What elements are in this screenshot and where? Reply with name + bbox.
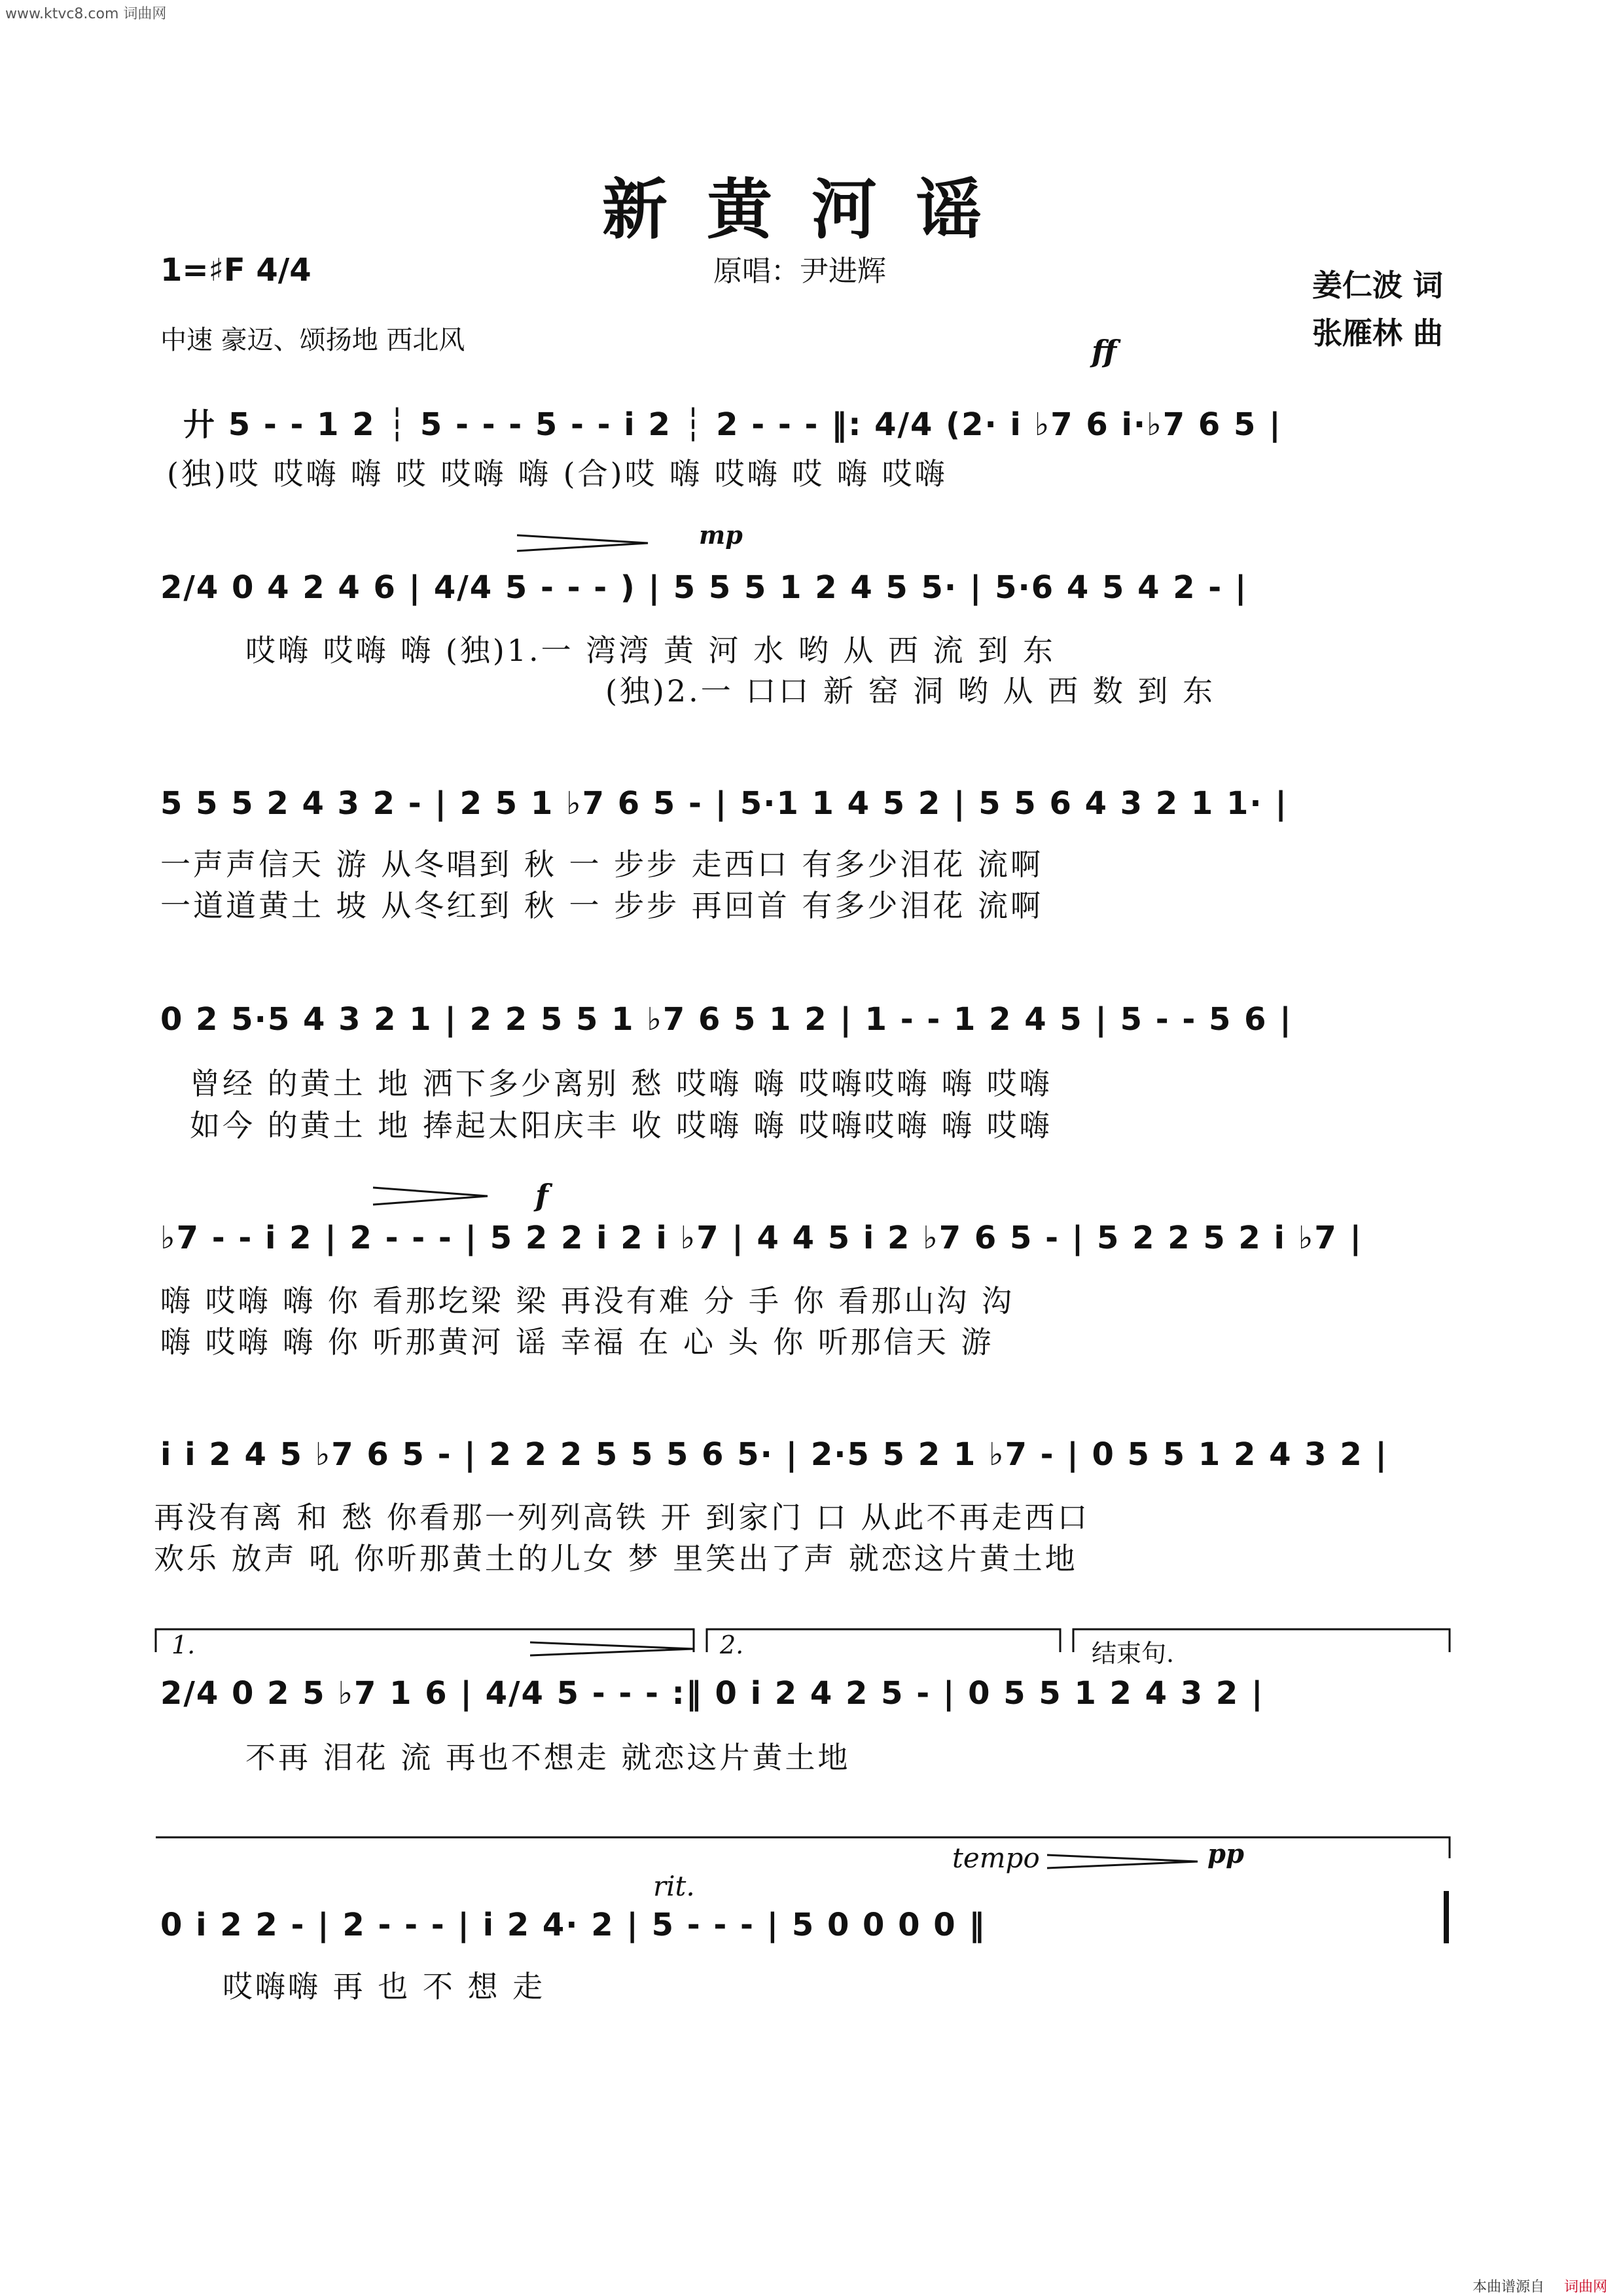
coda-bracket — [1073, 1629, 1450, 1652]
system-8-lyrics: 哎嗨嗨 再 也 不 想 走 — [223, 1969, 546, 2004]
system-1-lyrics: (独)哎 哎嗨 嗨 哎 哎嗨 嗨 (合)哎 嗨 哎嗨 哎 嗨 哎嗨 — [167, 456, 948, 491]
system-3-lyrics-2: 一道道黄土 坡 从冬红到 秋 一 步步 再回首 有多少泪花 流啊 — [160, 888, 1043, 923]
system-3-lyrics-1: 一声声信天 游 从冬唱到 秋 一 步步 走西口 有多少泪花 流啊 — [160, 847, 1043, 882]
system-2-notes: 2/4 0 4 2 4 6 | 4/4 5 - - - ) | 5 5 5 1 2 4 5 5· | 5·6 4 5 4 2 - | — [160, 569, 1248, 606]
decrescendo-hairpin-3 — [530, 1642, 694, 1655]
rit-marking: rit. — [653, 1870, 695, 1902]
tempo-marking: 中速 豪迈、颂扬地 西北风 — [160, 325, 465, 355]
coda-separator — [156, 1837, 1450, 1858]
system-6-lyrics-2: 欢乐 放声 吼 你听那黄土的儿女 梦 里笑出了声 就恋这片黄土地 — [154, 1541, 1078, 1576]
lyricist-credit: 姜仁波 词 — [1312, 268, 1444, 303]
system-2-lyrics-2: (独)2.一 口口 新 窑 洞 哟 从 西 数 到 东 — [605, 673, 1216, 709]
dynamic-pp: pp — [1207, 1839, 1244, 1869]
system-6-lyrics-1: 再没有离 和 愁 你看那一列列高铁 开 到家门 口 从此不再走西口 — [154, 1500, 1090, 1535]
system-2-lyrics-1: 哎嗨 哎嗨 嗨 (独)1.一 湾湾 黄 河 水 哟 从 西 流 到 东 — [245, 633, 1056, 668]
system-7-notes: 2/4 0 2 5 ♭7 1 6 | 4/4 5 - - - :‖ 0 i 2 4 2 5 - | 0 5 5 1 2 4 3 2 | — [160, 1675, 1264, 1712]
system-1-notes: 廾 5 - - 1 2 ┆ 5 - - - 5 - - i 2 ┆ 2 - - - ‖: 4/4 (2· i ♭7 6 i·♭7 6 5 | — [183, 406, 1282, 443]
system-4-lyrics-2: 如今 的黄土 地 捧起太阳庆丰 收 哎嗨 嗨 哎嗨哎嗨 嗨 哎嗨 — [190, 1108, 1052, 1143]
decrescendo-hairpin-2 — [373, 1188, 488, 1205]
watermark-top: www.ktvc8.com 词曲网 — [5, 6, 167, 22]
system-5-lyrics-1: 嗨 哎嗨 嗨 你 看那圪梁 梁 再没有难 分 手 你 看那山沟 沟 — [160, 1283, 1014, 1318]
watermark-bottom — [1472, 2276, 1607, 2296]
system-5-notes: ♭7 - - i 2 | 2 - - - | 5 2 2 i 2 i ♭7 | 4 4 5 i 2 ♭7 6 5 - | 5 2 2 5 2 i ♭7 | — [160, 1220, 1363, 1256]
decrescendo-hairpin-4 — [1047, 1855, 1198, 1868]
coda-label: 结束句. — [1092, 1639, 1175, 1668]
system-4-lyrics-1: 曾经 的黄土 地 洒下多少离别 愁 哎嗨 嗨 哎嗨哎嗨 嗨 哎嗨 — [190, 1066, 1052, 1101]
dynamic-mp: mp — [699, 520, 743, 550]
tempo-return: tempo — [952, 1842, 1040, 1874]
dynamic-f: f — [535, 1178, 548, 1213]
second-ending-label: 2. — [720, 1631, 744, 1659]
original-singer: 原唱：尹进辉 — [713, 255, 886, 288]
second-ending-bracket — [707, 1629, 1060, 1652]
system-6-notes: i i 2 4 5 ♭7 6 5 - | 2 2 2 5 5 5 6 5· | 2·5 5 2 1 ♭7 - | 0 5 5 1 2 4 3 2 | — [160, 1436, 1388, 1473]
system-8-notes: 0 i 2 2 - | 2 - - - | i 2 4· 2 | 5 - - - | 5 0 0 0 0 ‖ — [160, 1907, 986, 1943]
song-title: 新黄河谣 — [602, 171, 1021, 248]
first-ending-bracket — [156, 1629, 694, 1652]
system-3-notes: 5 5 5 2 4 3 2 - | 2 5 1 ♭7 6 5 - | 5·1 1 4 5 2 | 5 5 6 4 3 2 1 1· | — [160, 785, 1288, 822]
composer-credit: 张雁林 曲 — [1312, 315, 1444, 351]
key-signature: 1=♯F 4/4 — [160, 252, 312, 289]
dynamic-ff: ff — [1092, 334, 1117, 369]
decrescendo-hairpin-1 — [517, 535, 648, 551]
watermark-bottom-site: 词曲网 — [1564, 2279, 1608, 2295]
system-7-lyrics: 不再 泪花 流 再也不想走 就恋这片黄土地 — [245, 1740, 851, 1775]
watermark-bottom-text: 本曲谱源自 — [1472, 2279, 1545, 2295]
first-ending-label: 1. — [171, 1631, 196, 1659]
system-4-notes: 0 2 5·5 4 3 2 1 | 2 2 5 5 1 ♭7 6 5 1 2 | 1 - - 1 2 4 5 | 5 - - 5 6 | — [160, 1001, 1293, 1038]
system-5-lyrics-2: 嗨 哎嗨 嗨 你 听那黄河 谣 幸福 在 心 头 你 听那信天 游 — [160, 1324, 994, 1360]
